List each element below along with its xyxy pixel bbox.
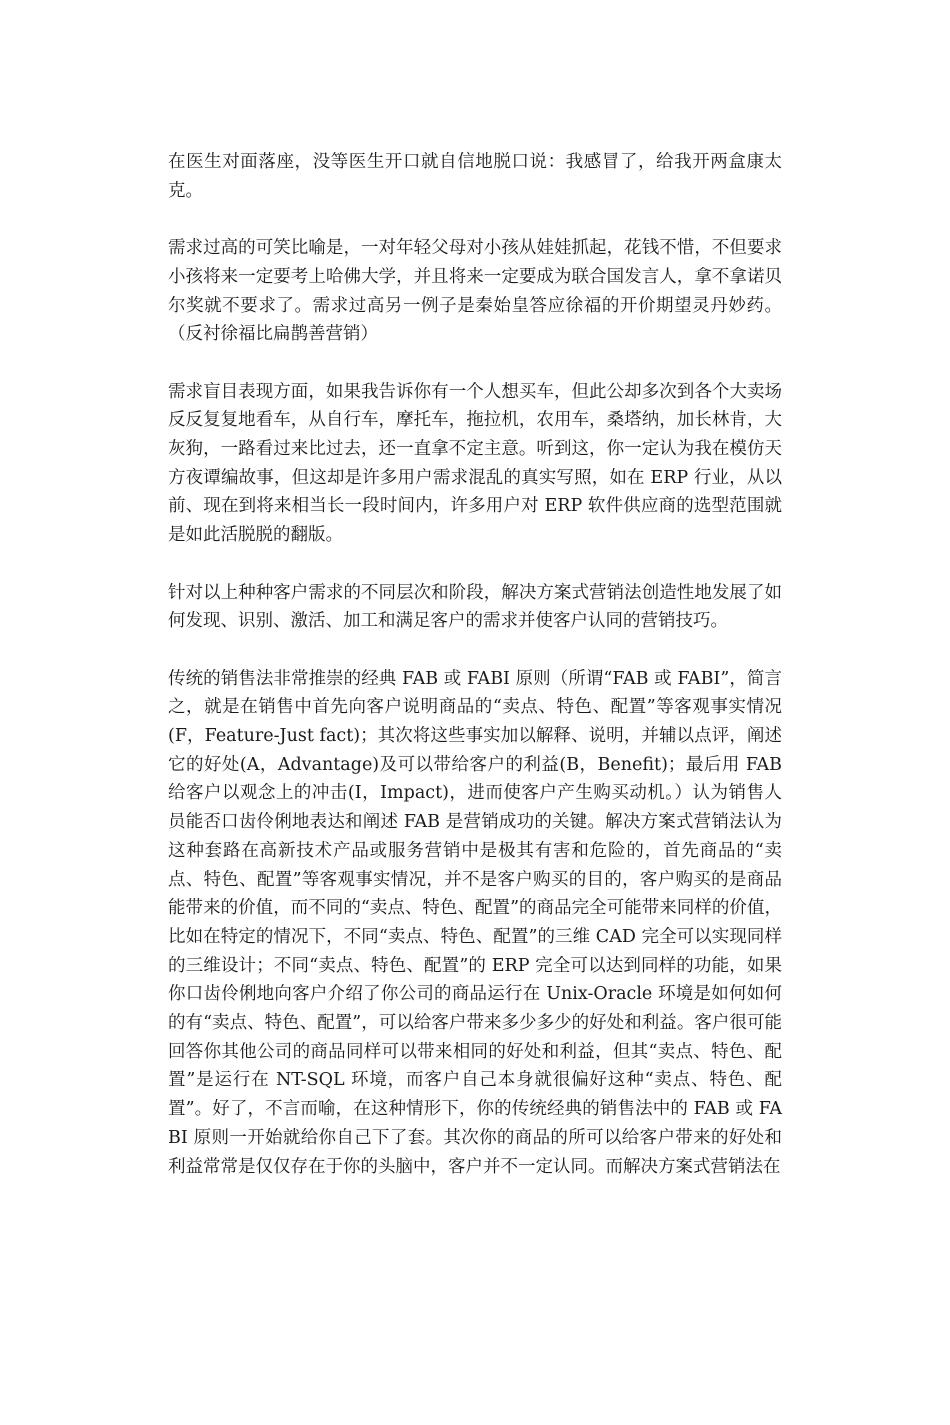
document-body xyxy=(168,148,782,1210)
paragraph-5: 传统的销售法非常推崇的经典 FAB 或 FABI 原则（所谓“FAB 或 FABI”，简言之，就是在销售中首先向客户说明商品的“卖点、特色、配置”等客观事实情况(F，Feature-Just fact)；其次将这些事实加以解释、说明，并辅以点评，阐述它的好处(A，Advantage)及可以带给客户的利益(B，Benefit)；最后用 FAB 给客户以观念上的冲击(I，Impact)，进而使客户产生购买动机。）认为销售人员能否口齿伶俐地表达和阐述 FAB 是营销成功的关键。解决方案式营销法认为这种套路在高新技术产品或服务营销中是极其有害和危险的，首先商品的“卖点、特色、配置”等客观事实情况，并不是客户购买的目的，客户购买的是商品能带来的价值，而不同的“卖点、特色、配置”的商品完全可能带来同样的价值，比如在特定的情况下，不同“卖点、特色、配置”的三维 CAD 完全可以实现同样的三维设计；不同“卖点、特色、配置”的 ERP 完全可以达到同样的功能，如果你口齿伶俐地向客户介绍了你公司的商品运行在 Unix-Oracle 环境是如何如何的有“卖点、特色、配置”，可以给客户带来多少多少的好处和利益。客户很可能回答你其他公司的商品同样可以带来相同的好处和利益，但其“卖点、特色、配置”是运行在 NT-SQL 环境，而客户自己本身就很偏好这种“卖点、特色、配置”。好了，不言而喻，在这种情形下，你的传统经典的销售法中的 FAB 或 FABI 原则一开始就给你自己下了套。其次你的商品的所可以给客户带来的好处和利益常常是仅仅存在于你的头脑中，客户并不一定认同。而解决方案式营销法在 xyxy=(168,668,782,1177)
paragraph-4: 针对以上种种客户需求的不同层次和阶段，解决方案式营销法创造性地发展了如何发现、识别、激活、加工和满足客户的需求并使客户认同的营销技巧。 xyxy=(168,582,782,632)
paragraph-3: 需求盲目表现方面，如果我告诉你有一个人想买车，但此公却多次到各个大卖场反反复复地看车，从自行车，摩托车，拖拉机，农用车，桑塔纳，加长林肯，大灰狗，一路看过来比过去，还一直拿不定主意。听到这，你一定认为我在模仿天方夜谭编故事，但这却是许多用户需求混乱的真实写照，如在 ERP 行业，从以前、现在到将来相当长一段时间内，许多用户对 ERP 软件供应商的选型范围就是如此活脱脱的翻版。 xyxy=(168,381,782,546)
paragraph-2: 需求过高的可笑比喻是，一对年轻父母对小孩从娃娃抓起，花钱不惜，不但要求小孩将来一定要考上哈佛大学，并且将来一定要成为联合国发言人，拿不拿诺贝尔奖就不要求了。需求过高另一例子是秦始皇答应徐福的开价期望灵丹妙药。（反衬徐福比扁鹊善营销） xyxy=(168,238,782,345)
paragraph-1: 在医生对面落座，没等医生开口就自信地脱口说：我感冒了，给我开两盒康太克。 xyxy=(168,152,782,201)
